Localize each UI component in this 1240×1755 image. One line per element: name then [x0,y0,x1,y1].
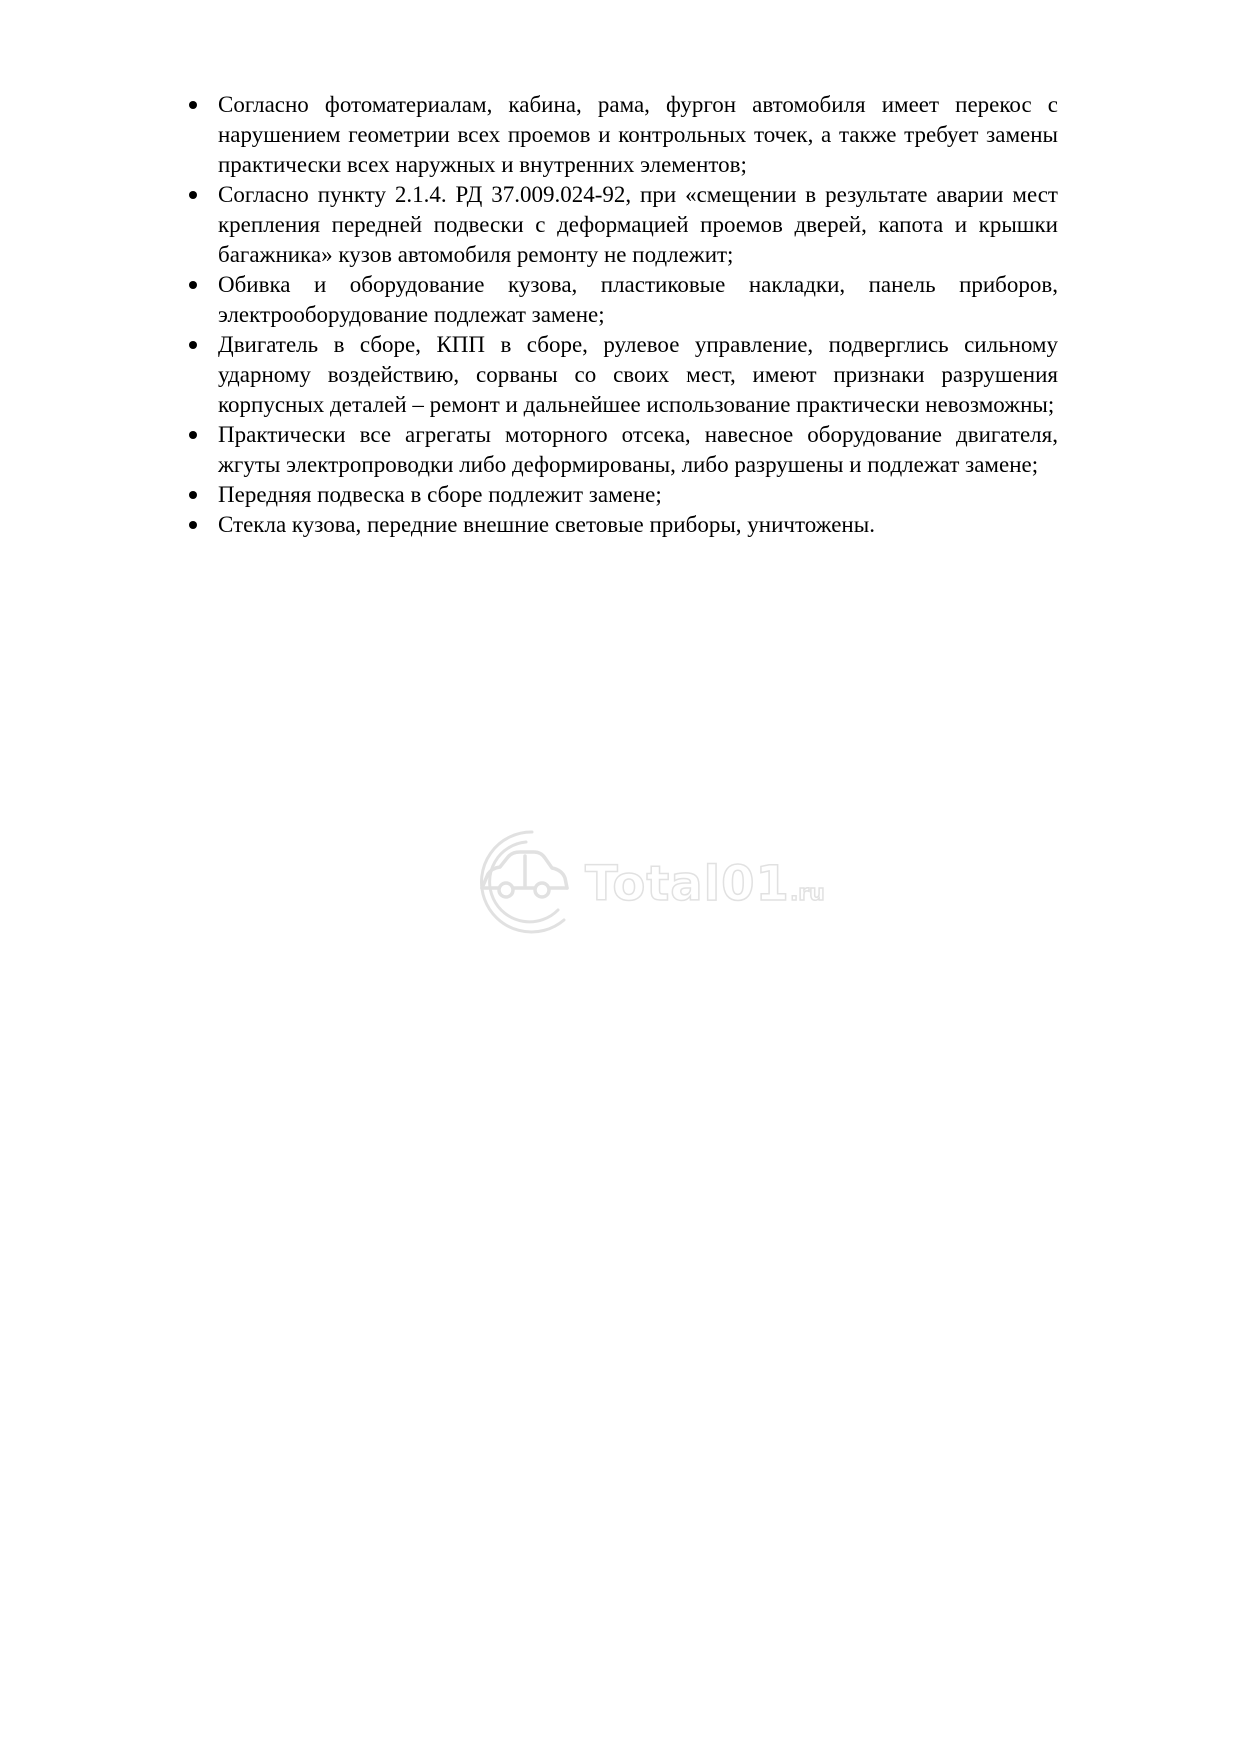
watermark-tld: .ru [789,881,825,906]
list-item [186,510,1058,540]
bullet-icon [189,521,197,529]
list-item-text: Передняя подвеска в сборе подлежит замене; [218,482,662,507]
bullet-icon [189,101,197,109]
list-item [186,90,1058,180]
bullet-icon [189,491,197,499]
bullet-icon [189,341,197,349]
list-item [186,330,1058,420]
list-item [186,180,1058,270]
list-item-text: Согласно фотоматериалам, кабина, рама, фургон автомобиля имеет перекос с нарушением геометрии всех проемов и контрольных точек, а также требует замены практически всех наружных и внутренних элементов; [218,92,1058,177]
bullet-icon [189,281,197,289]
car-logo-icon [468,826,578,936]
watermark [468,826,825,936]
list-item [186,270,1058,330]
bullet-icon [189,191,197,199]
watermark-name: Total01 [585,856,790,912]
list-item-text: Двигатель в сборе, КПП в сборе, рулевое управление, подверглись сильному ударному воздействию, сорваны со своих мест, имеют признаки разрушения корпусных деталей – ремонт и дальнейшее использование практически невозможны; [218,332,1058,417]
list-item-text: Обивка и оборудование кузова, пластиковые накладки, панель приборов, электрооборудование подлежат замене; [218,272,1058,327]
bullet-icon [189,431,197,439]
list-item [186,480,1058,510]
list-item [186,420,1058,480]
list-item-text: Стекла кузова, передние внешние световые приборы, уничтожены. [218,512,875,537]
bullet-list [186,90,1058,540]
list-item-text: Согласно пункту 2.1.4. РД 37.009.024-92, при «смещении в результате аварии мест крепления передней подвески с деформацией проемов дверей, капота и крышки багажника» кузов автомобиля ремонту не подлежит; [218,182,1058,267]
list-item-text: Практически все агрегаты моторного отсека, навесное оборудование двигателя, жгуты электропроводки либо деформированы, либо разрушены и подлежат замене; [218,422,1058,477]
watermark-text [585,856,825,912]
